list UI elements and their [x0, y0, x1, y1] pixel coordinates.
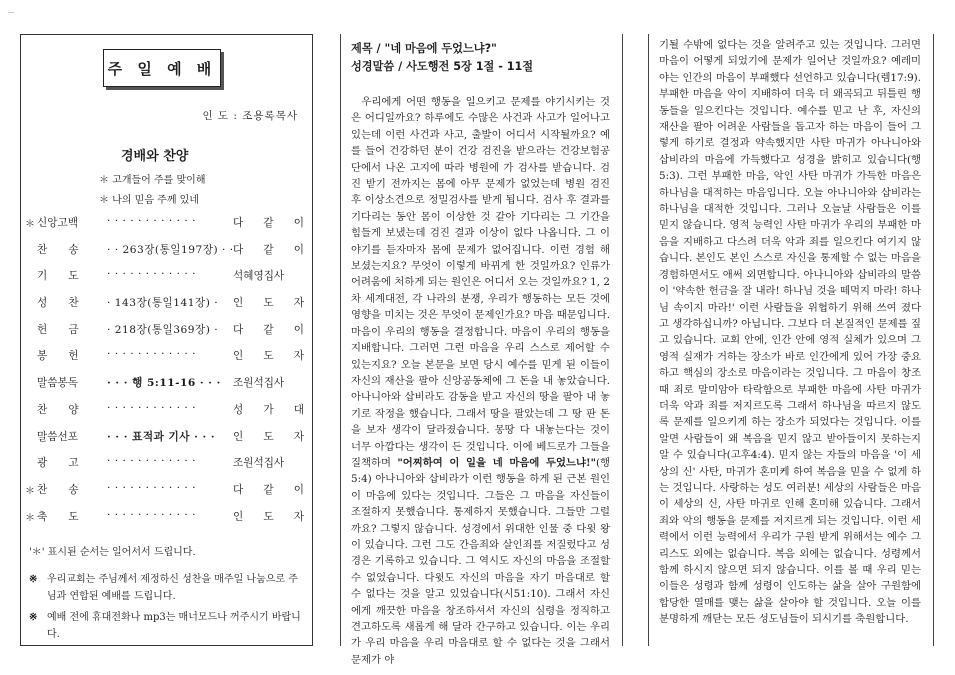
order-row [25, 482, 310, 509]
order-row [25, 429, 310, 456]
order-item-leader: 인 도 자 [233, 430, 305, 443]
standing-marker: ＊ [25, 512, 35, 524]
sermon-body-1 [351, 94, 610, 668]
notice-phone-text: 예배 전에 휴대전화나 mp3는 매너모드나 꺼주시기 바랍니다. [47, 612, 301, 640]
notice-communion-text: 우리교회는 주님께서 제정하신 성찬을 매주일 나눔으로 주님과 연합된 예배를 드립니다. [47, 574, 298, 602]
preacher-line: 인 도 : 조용록목사 [202, 110, 298, 122]
order-item-name: 찬 송 [37, 243, 79, 256]
sermon-column-2 [648, 34, 934, 646]
order-item-detail: · · · · · · · · · · · · [107, 215, 196, 227]
order-item-detail: · · · · · · · · · · · · [107, 481, 196, 494]
worship-title: 주 일 예 배 [103, 49, 221, 87]
sermon-quote: "어찌하여 이 일을 네 마음에 두었느냐!" [397, 456, 596, 469]
order-row [25, 402, 310, 429]
order-row [25, 268, 310, 295]
order-item-detail: · · · · · · · · · · · · [107, 268, 196, 281]
order-item-leader: 인 도 자 [233, 297, 305, 310]
order-item-detail: · 218장(통일369장) · [107, 323, 219, 336]
order-row [25, 509, 310, 536]
sermon-text-a: 우리에게 어떤 행동을 일으키고 문제를 야기시키는 것은 어디일까요? 하루에도 수많은 사건과 사고가 일어나고 있는데 이런 사건과 사고, 출발이 어디서 시작될까요? 예를 들어 건강하던 분이 건강 검진을 받으라는 건강보험공단에서 나온 고지에 따라 병원에 가 검사를 받습니다. 검진 받기 전까지는 몸에 아무 문제가 없었는데 병원 검진 후 이상소견으로 정밀검사를 받게 됩니다. 검사 후 결과를 기다리는 동안 몸이 이상한 것 같아 기다리는 그 기간을 힘들게 보냈는데 검진 결과 이상이 없다 나옵니다. 그 이야기를 듣자마자 몸에 문제가 없어집니다. 이런 경험 해 보셨는지요? 무엇이 이렇게 바뀌게 한 것일까요? 인류가 어려움에 처하게 되는 원인은 어디서 오는 것일까요? 1, 2차 세계대전, 각 나라의 분쟁, 우리가 행동하는 모든 것에 영향을 미치는 것은 무엇이 문제인가요? 마음 때문입니다. 마음이 우리의 행동을 결정합니다. 마음이 우리의 행동을 지배합니다. 그러면 그런 마음을 우리 스스로 제어할 수 있는지요? 오늘 본문을 보면 당시 예수를 믿게 된 이들이 자신의 재산을 팔아 신앙공동체에 그 돈을 내 놓았습니다. 아나니아와 삽비라도 감동을 받고 자신의 땅을 팔아 내 놓기로 작정을 했습니다. 그래서 땅을 팔았는데 그 땅 판 돈을 보자 생각이 달라졌습니다. 몽땅 다 내놓는다는 것이 너무 아깝다는 생각이 든 것입니다. 이에 베드로가 그들을 질책하며 [351, 96, 610, 469]
order-item-leader: 다 같 이 [233, 323, 305, 336]
sermon-scripture: 성경말씀 / 사도행전 5장 1절 - 11절 [351, 60, 534, 73]
order-item-detail: · · 263장(통일197장) · · [107, 243, 234, 256]
order-item-detail: · · · 행 5:11-16 · · · [107, 377, 221, 390]
order-item-leader: 다 같 이 [233, 483, 305, 496]
notice-phone [29, 609, 303, 643]
order-item-name: 봉 헌 [37, 350, 79, 363]
notice-communion [29, 571, 303, 605]
praise-section-title: 경배와 찬양 [121, 149, 189, 164]
sermon-column-1 [340, 34, 623, 666]
scan-mark [8, 12, 14, 13]
standing-note: '＊' 표시된 순서는 일어서서 드립니다. [29, 547, 196, 558]
worship-order-list [25, 215, 310, 535]
order-row [25, 322, 310, 349]
order-item-leader: 조원석집사 [233, 377, 285, 390]
order-item-detail: · · · · · · · · · · · · [107, 455, 196, 468]
order-item-detail: · · · · · · · · · · · · [107, 348, 196, 361]
order-item-name: 축 도 [37, 510, 79, 523]
praise-song-1: ＊ 고개들어 주를 맞이해 [99, 175, 206, 186]
order-item-name: 성 찬 [37, 297, 79, 310]
sermon-text-b: (행5:4) 아나니아와 삽비라가 이런 행동을 하게 된 근본 원인이 마음에 있다는 것입니다. 그들은 그 마음을 자신들이 조절하지 못했습니다. 통제하지 못했습니다. 그들만 그럴까요? 그렇지 않습니다. 성경에서 위대한 인물 중 다윗 왕이 있습니다. 그런 그도 간음죄와 살인죄를 저질렀다고 성경은 기록하고 있습니다. 그 역시도 자신의 마음을 조절할 수 없었습니다. 다윗도 자신의 마음을 자기 마음대로 할 수 없다는 것을 알고 있었습니다(시51:10). 그래서 자신에게 깨끗한 마음을 창조하셔서 자신의 심령을 정직하고 견고하도록 새롭게 해 달라 간구하고 있습니다. 이는 우리가 우리 마음을 우리 마음대로 할 수 없다는 것을 그래서 문제가 야 [351, 456, 610, 666]
order-item-name: 광 고 [37, 457, 79, 470]
order-item-detail: · · · · · · · · · · · · [107, 508, 196, 521]
order-item-name: 기 도 [37, 270, 79, 283]
standing-marker: ＊ [25, 485, 35, 497]
order-row [25, 455, 310, 482]
order-item-leader: 조원석집사 [233, 457, 285, 470]
order-item-leader: 다 같 이 [233, 243, 305, 256]
order-item-leader: 다 같 이 [233, 217, 305, 229]
order-item-leader: 인 도 자 [233, 350, 305, 363]
order-item-name: 말씀봉독 [37, 377, 78, 390]
worship-order-panel [20, 34, 313, 646]
sermon-title: 제목 / "네 마음에 두었느냐?" [351, 42, 497, 55]
order-item-leader: 성 가 대 [233, 403, 305, 416]
order-item-detail: · · · · · · · · · · · · [107, 401, 196, 414]
order-item-name: 찬 송 [37, 483, 79, 496]
order-row [25, 348, 310, 375]
order-item-name: 신앙고백 [37, 217, 78, 229]
reference-mark-icon: ※ [29, 574, 38, 585]
standing-marker: ＊ [25, 219, 35, 230]
order-row [25, 375, 310, 402]
order-item-name: 헌 금 [37, 323, 79, 336]
sermon-body-2: 기될 수밖에 없다는 것을 알려주고 있는 것입니다. 그러면 마음이 어떻게 되었기에 문제가 일어난 것일까요? 예레미야는 인간의 마음이 부패했다 선언하고 있습니다(렘17:9). 부패한 마음을 악이 지배하여 더욱 더 왜곡되고 뒤틀린 행동들을 일으킨다는 것입니다. 예수를 믿고 난 후, 자신의 재산을 팔아 어려운 사람들을 돕고자 하는 마음이 들어 그렇게 하기로 결정과 약속했지만 사탄 마귀가 아나니아와 삽비라의 마음에 가득했다고 성경을 밝히고 있습니다(행5:3). 그런 부패한 마음, 악인 사탄 마귀가 가득한 마음은 하나님을 대적하는 마음입니다. 오늘 아나니아와 삽비라는 하나님을 대적한 것입니다. 그러나 오늘날 사람들은 이를 믿지 않습니다. 영적 능력인 사탄 마귀가 우리의 부패한 마음을 지배하고 다스려 더욱 악과 죄를 일으킨다 여기지 않습니다. 본인도 본인 스스로 자신을 통제할 수 없는 마음을 경험하면서도 애써 외면합니다. 아나니아와 삽비라의 말씀이 '약속한 헌금을 잘 내라! 하나님 것을 떼먹지 마라! 하나님 속이지 마라!' 이런 사람들을 위협하기 위해 쓰여 졌다고 생각하십니까? 아닙니다. 그보다 더 본질적인 문제를 짚고 있습니다. 교회 안에, 인간 안에 영적 실체가 있으며 그 영적 실재가 거하는 장소가 바로 인간에게 있어 가장 중요하고 핵심의 장소로 마음이라는 것입니다. 그 마음이 창조 때 죄로 말미암아 타락함으로 부패한 마음에 사탄 마귀가 더욱 악과 죄를 저지르도록 그래서 하나님을 따르지 않도록 문제를 일으키게 하는 장소가 되었다는 것입니다. 이를 알면 사람들이 왜 복음을 믿지 않고 받아들이지 못하는지 알 수 있습니다(고후4:4). 믿지 않는 자들의 마음을 '이 세상의 신' 사탄, 마귀가 혼미케 하여 복음을 믿을 수 없게 하는 것입니다. 사랑하는 성도 여러분! 세상의 사람들은 마음이 세상의 신, 사탄 마귀로 인해 혼미해 있습니다. 그래서 죄와 악의 행동을 문제를 저지르게 되는 것입니다. 이런 세력에서 이런 능력에서 우리가 구원 받게 위해서는 예수 그리스도 외에는 없습니다. 복음 외에는 없습니다. 성령께서 함께 하시지 않으면 되지 않습니다. 이를 볼 때 우리 믿는 이들은 성령과 함께 성령이 인도하는 삶을 살아 구원함에 합당한 열매를 맺는 삶을 살아야 할 것입니다. 오늘 이를 분명하게 깨닫는 모든 성도님들이 되시기를 축원합니다. [659, 39, 921, 626]
order-item-name: 찬 양 [37, 403, 79, 416]
praise-song-2: ＊ 나의 믿음 주께 있네 [99, 195, 199, 206]
order-row [25, 295, 310, 322]
order-row [25, 215, 310, 242]
sermon-header [351, 40, 610, 76]
order-item-detail: · 143장(통일141장) · [107, 297, 219, 310]
order-row [25, 242, 310, 269]
order-item-leader: 석혜영집사 [233, 270, 285, 283]
order-item-detail: · · · 표적과 기사 · · · [107, 430, 216, 443]
order-item-name: 말씀선포 [37, 430, 78, 443]
reference-mark-icon: ※ [29, 612, 38, 623]
order-item-leader: 인 도 자 [233, 510, 305, 523]
